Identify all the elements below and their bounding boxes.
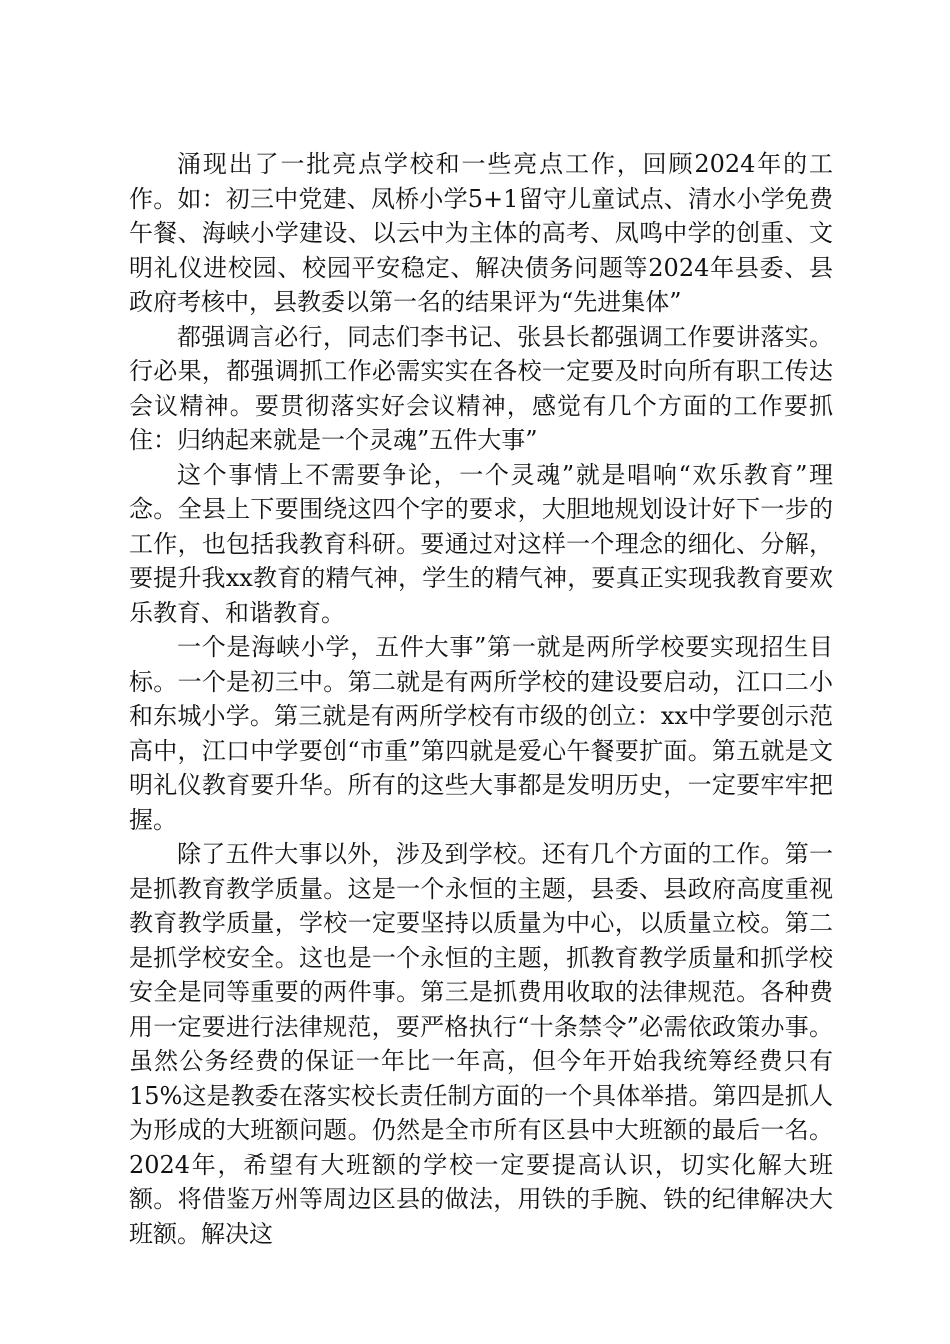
paragraph-1: 涌现出了一批亮点学校和一些亮点工作，回顾2024年的工作。如：初三中党建、凤桥小学5+1留守儿童试点、清水小学免费午餐、海峡小学建设、以云中为主体的高考、凤鸣中学的创重、文明礼仪进校园、校园平安稳定、解决债务问题等2024年县委、县政府考核中，县教委以第一名的结果评为“先进集体” (129, 150, 833, 316)
paragraph-2: 都强调言必行，同志们李书记、张县长都强调工作要讲落实。行必果，都强调抓工作必需实实在各校一定要及时向所有职工传达会议精神。要贯彻落实好会议精神，感觉有几个方面的工作要抓住：归纳起来就是一个灵魂”五件大事” (129, 322, 833, 454)
paragraph-4: 一个是海峡小学，五件大事”第一就是两所学校要实现招生目标。一个是初三中。第二就是有两所学校的建设要启动，江口二小和东城小学。第三就是有两所学校有市级的创立：xx中学要创示范高中，江口中学要创“市重”第四就是爱心午餐要扩面。第五就是文明礼仪教育要升华。所有的这些大事都是发明历史，一定要牢牢把握。 (129, 633, 833, 834)
paragraph-5: 除了五件大事以外，涉及到学校。还有几个方面的工作。第一是抓教育教学质量。这是一个永恒的主题，县委、县政府高度重视教育教学质量，学校一定要坚持以质量为中心，以质量立校。第二是抓学校安全。这也是一个永恒的主题，抓教育教学质量和抓学校安全是同等重要的两件事。第三是抓费用收取的法律规范。各种费用一定要进行法律规范，要严格执行“十条禁令”必需依政策办事。虽然公务经费的保证一年比一年高，但今年开始我统筹经费只有15%这是教委在落实校长责任制方面的一个具体举措。第四是抓人为形成的大班额问题。仍然是全市所有区县中大班额的最后一名。2024年，希望有大班额的学校一定要提高认识，切实化解大班额。将借鉴万州等周边区县的做法，用铁的手腕、铁的纪律解决大班额。解决这 (129, 840, 833, 1248)
document-body (129, 147, 833, 1251)
paragraph-3: 这个事情上不需要争论，一个灵魂”就是唱响“欢乐教育”理念。全县上下要围绕这四个字的要求，大胆地规划设计好下一步的工作，也包括我教育科研。要通过对这样一个理念的细化、分解，要提升我xx教育的精气神，学生的精气神，要真正实现我教育要欢乐教育、和谐教育。 (129, 460, 833, 627)
